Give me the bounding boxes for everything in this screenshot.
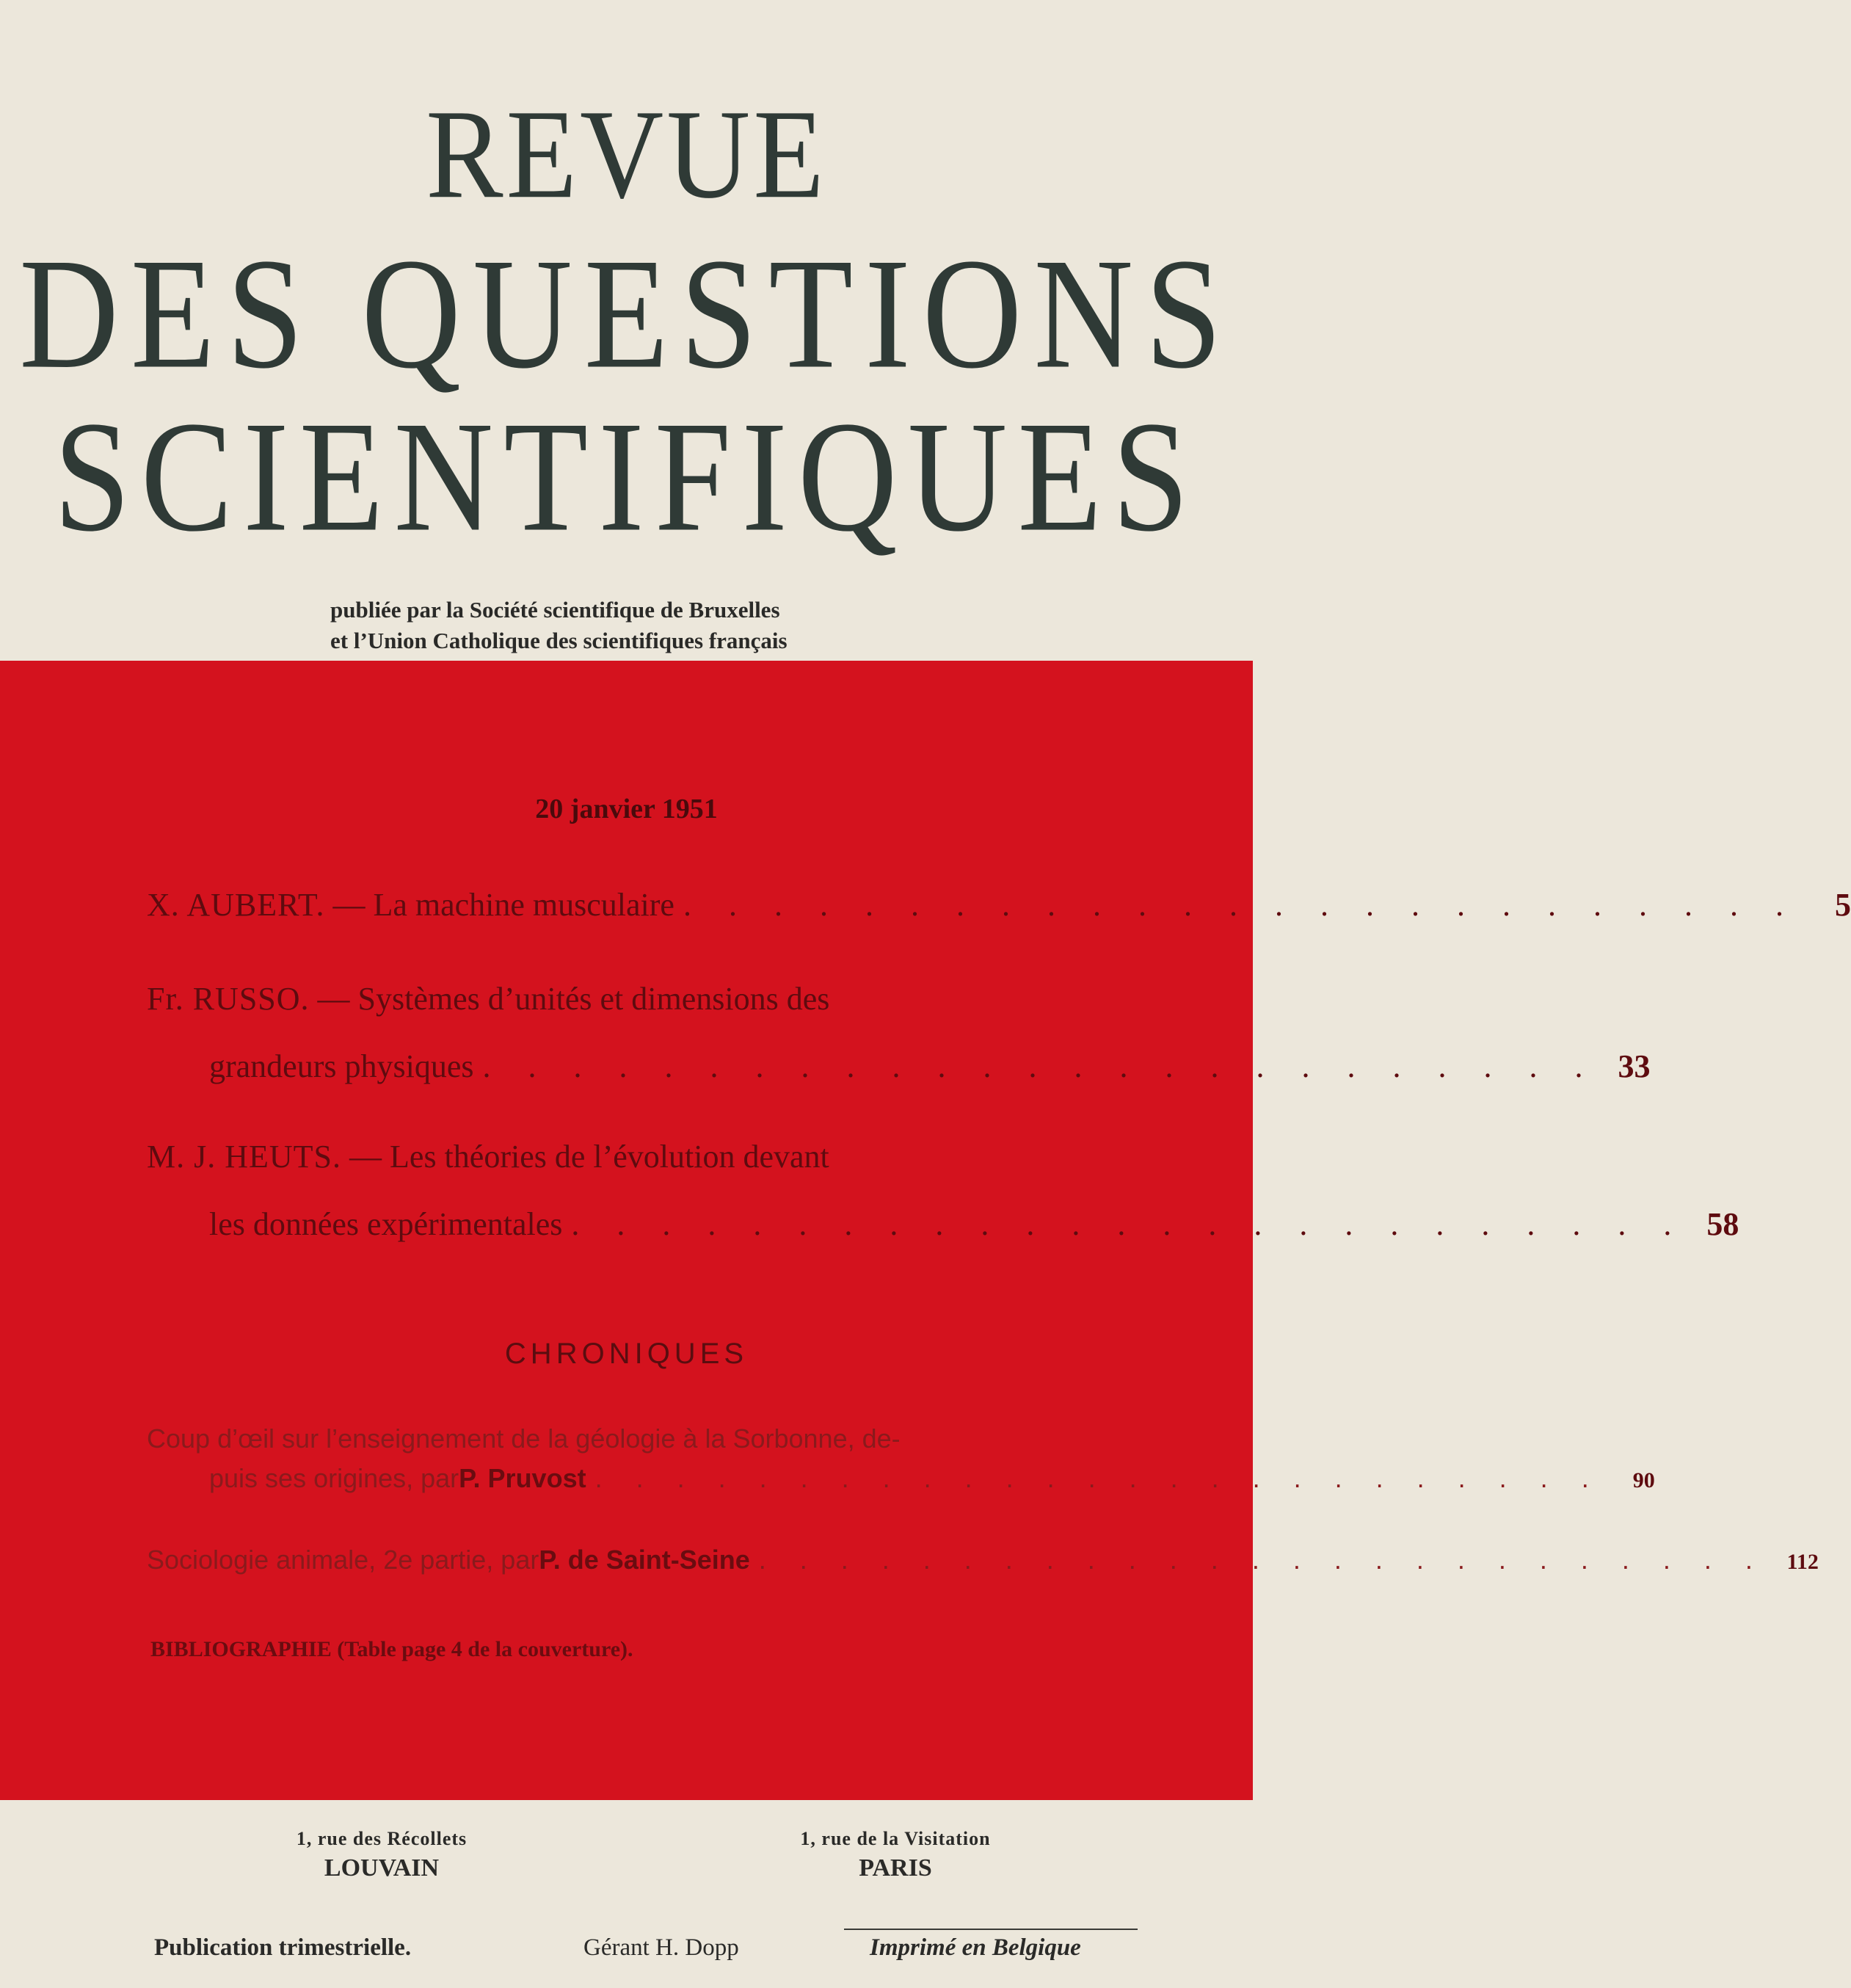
toc-page: 33: [1618, 1048, 1651, 1084]
chronique-author: P. de Saint-Seine: [539, 1545, 750, 1575]
divider: [844, 1929, 1138, 1930]
masthead-line-2: DES QUESTIONS: [19, 225, 1234, 402]
chronique-page: 112: [1786, 1550, 1819, 1574]
address-city: LOUVAIN: [324, 1854, 440, 1882]
chronique-entry: [147, 1542, 1819, 1581]
toc-page: 5: [1834, 887, 1851, 923]
address-street: 1, rue de la Visitation: [800, 1828, 991, 1849]
chronique-text: Coup d’œil sur l’enseignement de la géologie à la Sorbonne, de-: [147, 1423, 901, 1454]
chronique-author: P. Pruvost: [459, 1463, 586, 1493]
address-paris: [705, 1828, 1086, 1882]
toc-page: 58: [1706, 1206, 1739, 1242]
leader-dots: . . . . . . . . . . . . . . . . . . . . . . . . .: [683, 887, 1798, 923]
leader-dots: . . . . . . . . . . . . . . . . . . . . . . . . .: [571, 1206, 1687, 1242]
publisher-statement: [330, 595, 788, 656]
leader-dots: . . . . . . . . . . . . . . . . . . . . . . . . .: [594, 1463, 1602, 1493]
toc-author: M. J. HEUTS.: [147, 1139, 342, 1175]
leader-dots: . . . . . . . . . . . . . . . . . . . . . . . . .: [758, 1545, 1766, 1575]
toc-title: — Systèmes d’unités et dimensions des: [317, 981, 830, 1017]
toc-entry: [147, 1136, 1739, 1245]
masthead-line-1: REVUE: [426, 84, 827, 225]
chronique-text: Sociologie animale, 2e partie, par: [147, 1545, 539, 1575]
chronique-text-cont: puis ses origines, par: [209, 1463, 459, 1493]
address-louvain: [206, 1828, 558, 1882]
publication-frequency: Publication trimestrielle.: [154, 1934, 412, 1961]
toc-author: Fr. RUSSO.: [147, 981, 310, 1017]
masthead-line-3: SCIENTIFIQUES: [54, 388, 1199, 565]
chronique-page: 90: [1632, 1468, 1655, 1492]
address-street: 1, rue des Récollets: [296, 1828, 468, 1849]
publisher-line-2: et l’Union Catholique des scientifiques français: [330, 628, 788, 653]
toc-entry: [147, 885, 1851, 926]
chronique-entry: [147, 1421, 1655, 1499]
toc-title: — La machine musculaire: [332, 887, 674, 923]
issue-date: 20 janvier 1951: [535, 794, 718, 824]
address-city: PARIS: [859, 1854, 932, 1882]
footer: [0, 1800, 1253, 1988]
printed-in: Imprimé en Belgique: [870, 1934, 1081, 1961]
toc-title-cont: grandeurs physiques: [209, 1048, 474, 1084]
gerant: Gérant H. Dopp: [583, 1934, 739, 1961]
contents-band: [0, 661, 1851, 1800]
chroniques-heading: CHRONIQUES: [504, 1338, 749, 1370]
publisher-line-1: publiée par la Société scientifique de Bruxelles: [330, 597, 780, 623]
toc-author: X. AUBERT.: [147, 887, 325, 923]
bibliographie-note: BIBLIOGRAPHIE (Table page 4 de la couverture).: [150, 1637, 633, 1661]
leader-dots: . . . . . . . . . . . . . . . . . . . . . . . . .: [482, 1048, 1598, 1084]
toc-title-cont: les données expérimentales: [209, 1206, 563, 1242]
toc-title: — Les théories de l’évolution devant: [349, 1139, 829, 1175]
toc-entry: [147, 979, 1651, 1087]
